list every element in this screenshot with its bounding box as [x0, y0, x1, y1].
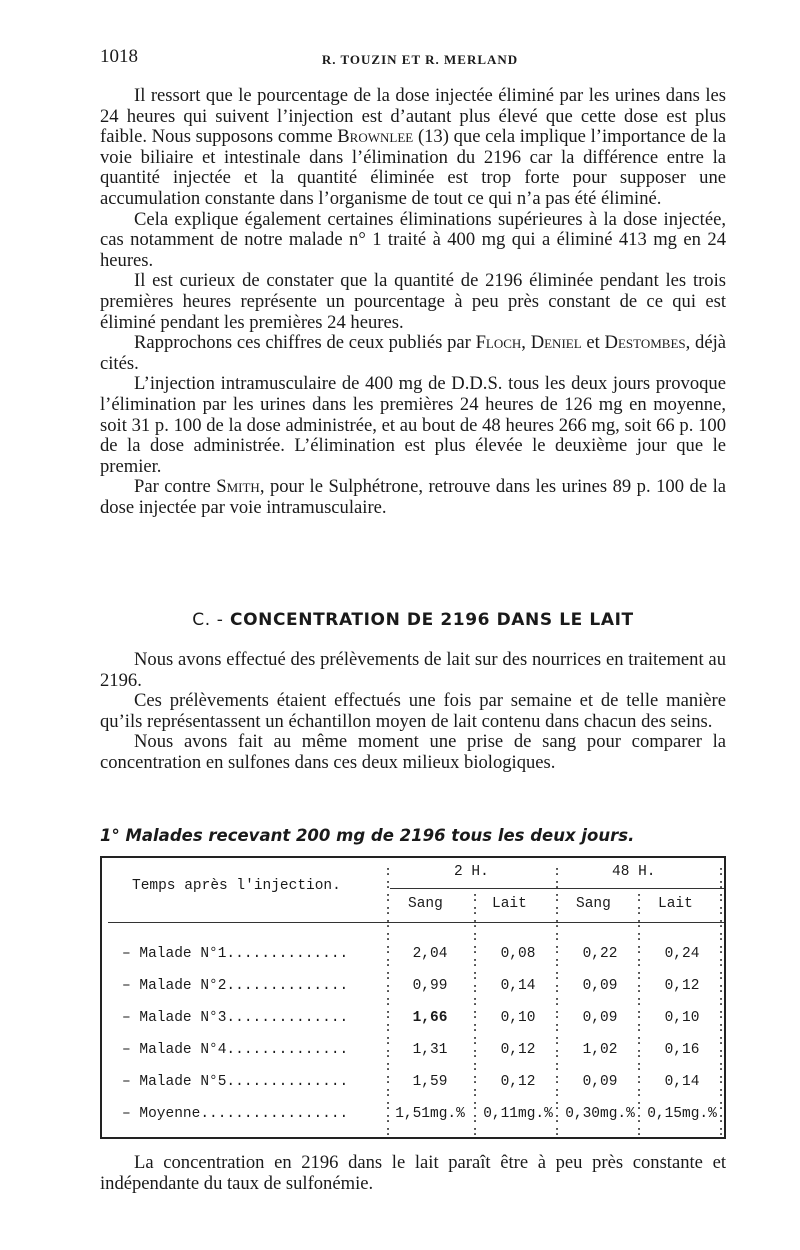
table-cell-value: 0,11mg.%	[483, 1106, 553, 1122]
column-separator: :	[717, 968, 725, 983]
body-text-top	[100, 86, 726, 518]
column-separator: :	[384, 968, 392, 983]
column-separator: :	[553, 942, 561, 957]
column-separator: :	[471, 903, 479, 918]
column-separator: :	[635, 942, 643, 957]
column-separator: :	[553, 1007, 561, 1022]
column-separator: :	[717, 1072, 725, 1087]
text-run: ,	[521, 332, 531, 354]
column-separator: :	[471, 955, 479, 970]
table-subheading: 1° Malades recevant 200 mg de 2196 tous les deux jours.	[100, 826, 635, 845]
running-title: R. TOUZIN ET R. MERLAND	[321, 52, 519, 67]
column-separator: :	[471, 942, 479, 957]
column-separator: :	[635, 1072, 643, 1087]
column-separator: :	[471, 916, 479, 931]
column-separator: :	[553, 903, 561, 918]
table-cell-value: 0,08	[500, 946, 536, 962]
column-separator: :	[717, 929, 725, 944]
row-header: Temps après l'injection.	[132, 878, 341, 894]
column-separator: :	[553, 1020, 561, 1035]
column-separator: :	[384, 1033, 392, 1048]
subcol-lait-2h: Lait	[492, 896, 527, 912]
column-separator: :	[471, 1124, 479, 1139]
group-header-48h: 48 H.	[612, 864, 656, 880]
body-text-mid	[100, 650, 726, 774]
column-separator: :	[553, 981, 561, 996]
subcol-sang-2h: Sang	[408, 896, 443, 912]
conclusion-text	[100, 1152, 726, 1194]
column-separator: :	[384, 981, 392, 996]
text-run: Rapprochons ces chiffres de ceux publiés par	[134, 332, 476, 354]
table-cell-value: 0,09	[582, 1010, 618, 1026]
text-run: Par contre	[134, 476, 217, 498]
text-run: , déjà cités.	[100, 332, 727, 374]
table-cell-value: 0,24	[664, 946, 700, 962]
column-separator: :	[384, 994, 392, 1009]
subcol-sang-48h: Sang	[576, 896, 611, 912]
table-cell-value: 0,09	[582, 978, 618, 994]
subcol-lait-48h: Lait	[658, 896, 693, 912]
column-separator: :	[471, 929, 479, 944]
column-separator: :	[635, 1111, 643, 1126]
author-name: Deniel	[530, 332, 582, 354]
text-run: , pour le Sulphétrone, retrouve dans les urines 89 p. 100 de la dose injectée par voie intramusculaire.	[100, 476, 726, 518]
column-separator: :	[635, 955, 643, 970]
table-row-label	[122, 1042, 348, 1058]
column-separator: :	[635, 1098, 643, 1113]
column-separator: :	[471, 890, 479, 905]
column-separator: :	[635, 1059, 643, 1074]
dot-leader: ..............	[226, 1010, 349, 1026]
column-separator: :	[635, 890, 643, 905]
column-separator: :	[384, 1059, 392, 1074]
column-separator: :	[717, 890, 725, 905]
dot-leader: .................	[200, 1106, 349, 1122]
column-separator: :	[717, 1124, 725, 1139]
dot-leader: ..............	[226, 978, 349, 994]
column-separator: :	[384, 864, 392, 879]
column-separator: :	[471, 1098, 479, 1113]
header-divider-rule	[108, 922, 724, 923]
column-separator: :	[471, 1007, 479, 1022]
column-separator: :	[635, 1007, 643, 1022]
column-separator: :	[471, 994, 479, 1009]
section-heading	[100, 610, 726, 630]
paragraph	[100, 374, 726, 477]
table-grid	[102, 858, 724, 1137]
dot-leader: ..............	[226, 946, 349, 962]
table-cell-value: 0,14	[500, 978, 536, 994]
column-separator: :	[553, 1111, 561, 1126]
row-label-text: – Malade N°3	[122, 1010, 227, 1026]
text-run: Cela explique également certaines éliminations supérieures à la dose injectée, cas notamment de notre malade n° 1 traité à 400 mg qui a éliminé 413 mg en 24 heures.	[100, 208, 726, 271]
author-name: Brownlee	[337, 126, 414, 148]
column-separator: :	[635, 903, 643, 918]
paragraph	[100, 86, 726, 210]
paragraph: Ces prélèvements étaient effectués une fois par semaine et de telle manière qu’ils représentassent un échantillon moyen de lait contenu dans chacun des seins.	[100, 690, 726, 732]
column-separator: :	[635, 1033, 643, 1048]
column-separator: :	[553, 864, 561, 879]
section-letter: C. -	[192, 610, 224, 630]
milk-concentration-table	[100, 856, 726, 1139]
column-separator: :	[635, 916, 643, 931]
column-separator: :	[384, 955, 392, 970]
text-run: L’injection intramusculaire de 400 mg de D.D.S. tous les deux jours provoque l’élimination par les urines dans les premières 24 heures de 126 mg en moyenne, soit 31 p. 100 de la dose administrée, et au bout de 48 heures 266 mg, soit 66 p. 100 de la dose administrée. L’élimination est plus élevée le deuxième jour que le premier.	[100, 373, 726, 477]
column-separator: :	[717, 877, 725, 892]
author-name: Smith	[216, 476, 260, 498]
page-number: 1018	[100, 46, 138, 67]
table-cell-value: 1,31	[412, 1042, 448, 1058]
table-cell-value: 0,30mg.%	[565, 1106, 635, 1122]
table-row-label	[122, 946, 348, 962]
column-separator: :	[553, 1124, 561, 1139]
dot-leader: ..............	[226, 1074, 349, 1090]
table-cell-value: 0,16	[664, 1042, 700, 1058]
column-separator: :	[384, 1098, 392, 1113]
table-cell-value: 1,51mg.%	[395, 1106, 465, 1122]
column-separator: :	[384, 929, 392, 944]
column-separator: :	[635, 1124, 643, 1139]
dot-leader: ..............	[226, 1042, 349, 1058]
column-separator: :	[717, 1020, 725, 1035]
text-run: Il est curieux de constater que la quantité de 2196 éliminée pendant les trois premières heures représente un pourcentage à peu près constant de ce qui est éliminé pendant les premières 24 heures.	[100, 270, 726, 333]
column-separator: :	[553, 1033, 561, 1048]
column-separator: :	[553, 1085, 561, 1100]
column-separator: :	[384, 1007, 392, 1022]
column-separator: :	[553, 877, 561, 892]
column-separator: :	[384, 877, 392, 892]
column-separator: :	[635, 1046, 643, 1061]
author-name: Floch	[475, 332, 522, 354]
column-separator: :	[384, 1020, 392, 1035]
column-separator: :	[635, 968, 643, 983]
row-label-text: – Malade N°5	[122, 1074, 227, 1090]
column-separator: :	[553, 929, 561, 944]
table-cell-value: 1,59	[412, 1074, 448, 1090]
paragraph: Nous avons fait au même moment une prise de sang pour comparer la concentration en sulfones dans ces deux milieux biologiques.	[100, 731, 726, 773]
column-separator: :	[635, 1020, 643, 1035]
column-separator: :	[553, 955, 561, 970]
column-separator: :	[471, 968, 479, 983]
column-separator: :	[553, 1046, 561, 1061]
text-run: et	[581, 332, 605, 354]
table-cell-value: 0,15mg.%	[647, 1106, 717, 1122]
column-separator: :	[635, 981, 643, 996]
table-cell-value: 0,10	[500, 1010, 536, 1026]
column-separator: :	[717, 916, 725, 931]
column-separator: :	[384, 1072, 392, 1087]
column-separator: :	[471, 1111, 479, 1126]
column-separator: :	[471, 1085, 479, 1100]
column-separator: :	[471, 1072, 479, 1087]
table-cell-value: 0,12	[664, 978, 700, 994]
column-separator: :	[553, 994, 561, 1009]
column-separator: :	[717, 864, 725, 879]
paragraph	[100, 477, 726, 518]
group-header-2h: 2 H.	[454, 864, 489, 880]
column-separator: :	[635, 1085, 643, 1100]
column-separator: :	[717, 1059, 725, 1074]
table-row-label	[122, 978, 348, 994]
column-separator: :	[471, 1033, 479, 1048]
column-separator: :	[384, 1124, 392, 1139]
column-separator: :	[717, 955, 725, 970]
table-row-label	[122, 1010, 348, 1026]
table-row-label	[122, 1106, 348, 1122]
column-separator: :	[717, 903, 725, 918]
table-cell-value: 2,04	[412, 946, 448, 962]
column-separator: :	[717, 1007, 725, 1022]
paragraph	[100, 210, 726, 272]
column-separator: :	[553, 1098, 561, 1113]
section-title: CONCENTRATION DE 2196 DANS LE LAIT	[230, 610, 634, 630]
table-cell-value: 0,09	[582, 1074, 618, 1090]
column-separator: :	[635, 994, 643, 1009]
column-separator: :	[384, 942, 392, 957]
column-separator: :	[471, 1046, 479, 1061]
author-name: Destombes	[604, 332, 686, 354]
column-separator: :	[553, 1059, 561, 1074]
column-separator: :	[717, 1033, 725, 1048]
table-cell-value: 0,99	[412, 978, 448, 994]
column-separator: :	[384, 1085, 392, 1100]
column-separator: :	[384, 1046, 392, 1061]
table-cell-value: 0,12	[500, 1074, 536, 1090]
column-separator: :	[717, 1111, 725, 1126]
column-separator: :	[384, 890, 392, 905]
page-header	[100, 46, 740, 76]
column-separator: :	[717, 942, 725, 957]
table-cell-value: 0,22	[582, 946, 618, 962]
table-cell-value: 0,14	[664, 1074, 700, 1090]
column-separator: :	[635, 929, 643, 944]
column-separator: :	[471, 1020, 479, 1035]
row-label-text: – Malade N°2	[122, 978, 227, 994]
column-separator: :	[717, 981, 725, 996]
table-cell-value: 1,66	[412, 1010, 448, 1026]
row-label-text: – Malade N°4	[122, 1042, 227, 1058]
table-cell-value: 0,10	[664, 1010, 700, 1026]
column-separator: :	[384, 903, 392, 918]
text-run: (13) que cela implique l’importance de la voie biliaire et intestinale dans l’élimination du 2196 car la différence entre la quantité injectée et la quantité éliminée est trop forte pour supposer une accumulation constante dans l’organisme de tout ce qui n’a pas été éliminé.	[100, 126, 726, 209]
column-separator: :	[717, 1098, 725, 1113]
column-separator: :	[717, 994, 725, 1009]
table-cell-value: 0,12	[500, 1042, 536, 1058]
column-separator: :	[384, 916, 392, 931]
column-separator: :	[553, 890, 561, 905]
row-label-text: – Malade N°1	[122, 946, 227, 962]
column-separator: :	[553, 968, 561, 983]
column-separator: :	[471, 1059, 479, 1074]
table-cell-value: 1,02	[582, 1042, 618, 1058]
column-separator: :	[553, 916, 561, 931]
paragraph	[100, 333, 726, 374]
paragraph	[100, 271, 726, 333]
column-separator: :	[471, 981, 479, 996]
column-separator: :	[553, 1072, 561, 1087]
text-run: Il ressort que le pourcentage de la dose injectée éliminé par les urines dans les 24 heures qui suivent l’injection est d’autant plus élevé que cette dose est plus faible. Nous supposons comme	[100, 85, 726, 148]
paragraph: Nous avons effectué des prélèvements de lait sur des nourrices en traitement au 2196.	[100, 649, 726, 691]
column-separator: :	[717, 1046, 725, 1061]
column-separator: :	[717, 1085, 725, 1100]
row-label-text: – Moyenne	[122, 1106, 201, 1122]
table-row-label	[122, 1074, 348, 1090]
column-separator: :	[384, 1111, 392, 1126]
paragraph: La concentration en 2196 dans le lait paraît être à peu près constante et indépendante du taux de sulfonémie.	[100, 1152, 726, 1194]
